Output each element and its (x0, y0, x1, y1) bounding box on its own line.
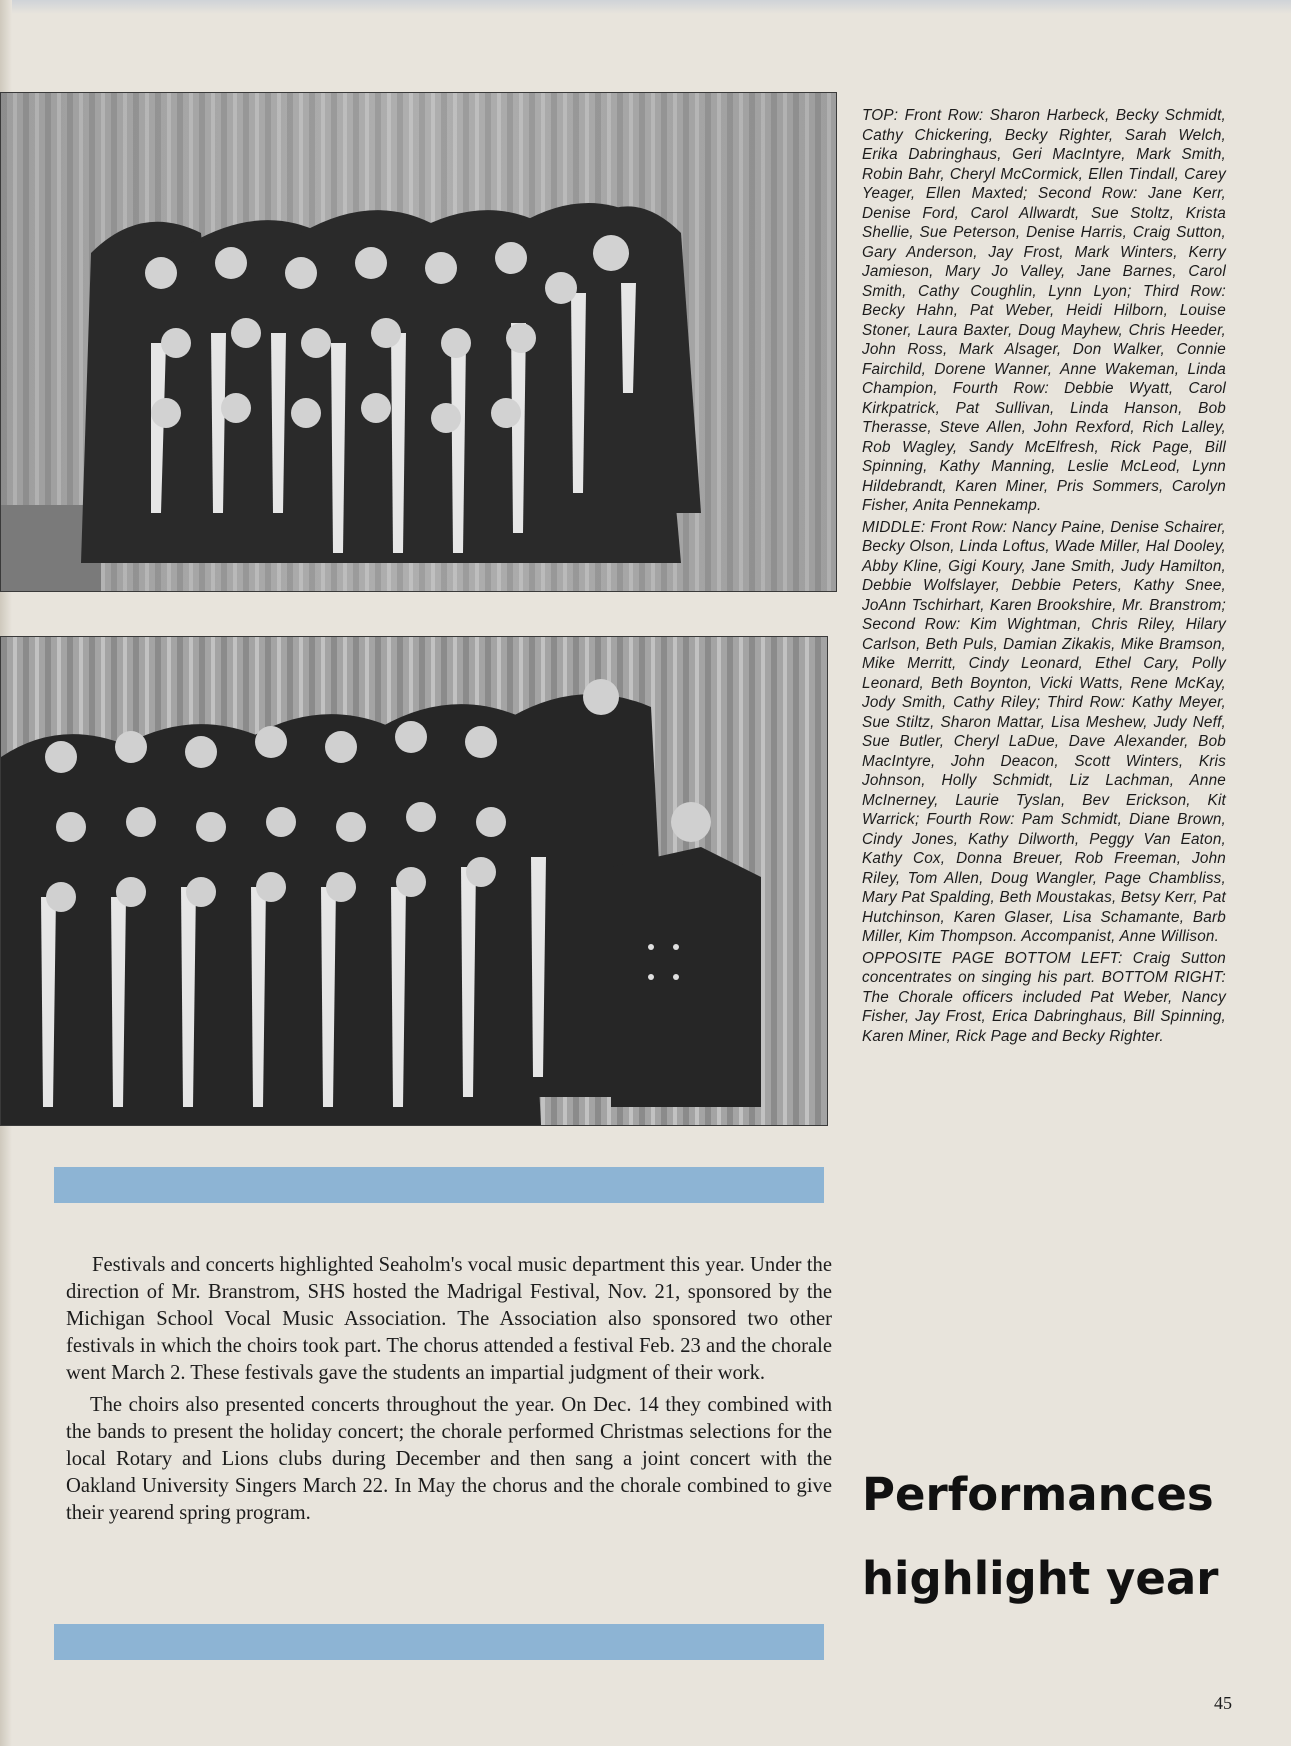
page-top-edge (0, 0, 1291, 14)
blue-rule-bottom (54, 1624, 824, 1660)
choir-photo-middle (0, 636, 828, 1126)
story-text (66, 1252, 832, 1527)
choir-photo-middle-image (1, 637, 827, 1125)
page-number: 45 (1214, 1693, 1232, 1713)
story-paragraph: The choirs also presented concerts throughout the year. On Dec. 14 they combined with the bands to present the holiday concert; the chorale performed Christmas selections for the local Rotary and Lions clubs during December and then sang a joint concert with the Oakland University Singers March 22. In May the chorus and the chorale combined to give their yearend spring program. (66, 1394, 832, 1524)
caption-top: TOP: Front Row: Sharon Harbeck, Becky Schmidt, Cathy Chickering, Becky Righter, Sarah Welch, Erika Dabringhaus, Geri MacIntyre, Mark Smith, Robin Bahr, Cheryl McCormick, Ellen Tindall, Carey Yeager, Ellen Maxted; Second Row: Jane Kerr, Denise Ford, Carol Allwardt, Sue Stoltz, Krista Shellie, Sue Peterson, Denise Harris, Craig Sutton, Gary Anderson, Jay Frost, Mark Winters, Kerry Jamieson, Mary Jo Valley, Jane Barnes, Carol Smith, Cathy Coughlin, Lynn Lyon; Third Row: Becky Hahn, Pat Weber, Heidi Hilborn, Louise Stoner, Laura Baxter, Doug Mayhew, Chris Heeder, John Ross, Mark Alsager, Don Walker, Connie Fairchild, Dorene Wanner, Anne Wakeman, Linda Champion, Fourth Row: Debbie Wyatt, Carol Kirkpatrick, Pat Sullivan, Linda Hanson, Bob Therasse, Steve Allen, John Rexford, Rich Lalley, Rob Wagley, Sandy McElfresh, Rick Page, Bill Spinning, Kathy Manning, Leslie McLeod, Lynn Hildebrandt, Karen Miner, Pris Sommers, Carolyn Fisher, Anita Pennekamp. (862, 107, 1226, 514)
story-paragraph: Festivals and concerts highlighted Seaholm's vocal music department this year. Under the direction of Mr. Branstrom, SHS hosted the Madrigal Festival, Nov. 21, sponsored by the Michigan School Vocal Music Association. The Association also sponsored two other festivals in which the choirs took part. The chorus attended a festival Feb. 23 and the chorale went March 2. These festivals gave the students an impartial judgment of their work. (66, 1254, 832, 1384)
headline-line-2: highlight year (862, 1552, 1219, 1605)
headline-line-1: Performances (862, 1468, 1214, 1521)
photo-captions (862, 106, 1226, 1046)
caption-middle: MIDDLE: Front Row: Nancy Paine, Denise Schairer, Becky Olson, Linda Loftus, Wade Miller, Hal Dooley, Abby Kline, Gigi Koury, Jane Smith, Judy Hamilton, Debbie Wolfslayer, Debbie Peters, Kathy Snee, JoAnn Tschirhart, Karen Brookshire, Mr. Branstrom; Second Row: Kim Wightman, Chris Riley, Hilary Carlson, Beth Puls, Damian Zikakis, Mike Bramson, Mike Merritt, Cindy Leonard, Ethel Cary, Polly Leonard, Beth Boynton, Vicki Watts, Rene McKay, Jody Smith, Cathy Riley; Third Row: Kathy Meyer, Sue Stiltz, Sharon Mattar, Lisa Meshew, Judy Neff, Sue Butler, Cheryl LaDue, Dave Alexander, Bob MacIntyre, John Deacon, Scott Winters, Kris Johnson, Holly Schmidt, Liz Lachman, Anne McInerney, Laurie Tyslan, Bev Erickson, Kit Warrick; Fourth Row: Pam Schmidt, Diane Brown, Cindy Jones, Kathy Dilworth, Peggy Van Eaton, Kathy Cox, Donna Breuer, Rob Freeman, John Riley, Tom Allen, Doug Wangler, Page Chambliss, Mary Pat Spalding, Beth Moustakas, Betsy Kerr, Pat Hutchinson, Karen Glaser, Lisa Schamante, Barb Miller, Kim Thompson. Accompanist, Anne Willison. (862, 518, 1226, 945)
blue-rule-top (54, 1167, 824, 1203)
choir-photo-top (0, 92, 837, 592)
caption-opposite-page: OPPOSITE PAGE BOTTOM LEFT: Craig Sutton concentrates on singing his part. BOTTOM RIGHT: The Chorale officers included Pat Weber, Nancy Fisher, Jay Frost, Erica Dabringhaus, Bill Spinning, Karen Miner, Rick Page and Becky Righter. (862, 949, 1226, 1045)
choir-photo-top-image (1, 93, 836, 591)
